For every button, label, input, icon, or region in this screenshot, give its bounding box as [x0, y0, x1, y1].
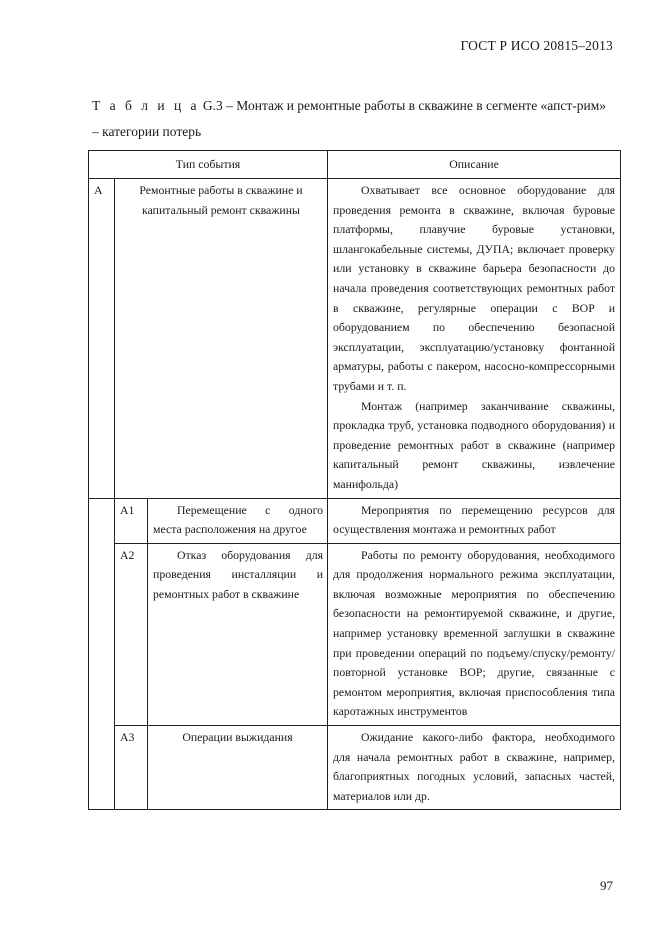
row-description: [328, 179, 621, 499]
table-row: [89, 726, 621, 810]
loss-categories-table: [88, 150, 621, 810]
column-header-description: Описание: [328, 151, 621, 179]
table-header-row: [89, 151, 621, 179]
description-paragraph: Ожидание какого-либо фактора, необходимого для начала ремонтных работ в скважине, например, благоприятных погодных условий, запасных частей, материалов или др.: [333, 730, 616, 803]
table-row: [89, 498, 621, 543]
description-paragraph: Мероприятия по перемещению ресурсов для осуществления монтажа и ремонтных работ: [333, 502, 616, 537]
description-paragraph: Работы по ремонту оборудования, необходимого для продолжения нормального режима эксплуатации, включая возможные мероприятия по обеспечению безопасности на ремонтируемой скважине, и другие, например установку временной заглушки в скважине при проведении операций по подъему/спуску/ремонту/повторной установке BOP; другие, связанные с ремонтом мероприятия, включая приспособления типа каротажных инструментов: [333, 547, 616, 719]
row-code: А3: [115, 726, 148, 810]
table-caption-label: Т а б л и ц а: [92, 98, 200, 113]
document-code: ГОСТ Р ИСО 20815–2013: [460, 38, 613, 53]
blank-cell: [89, 498, 115, 543]
page-number: 97: [600, 878, 613, 893]
row-description: [328, 498, 621, 543]
row-code: А1: [115, 498, 148, 543]
row-code: А: [89, 179, 115, 499]
table-row: [89, 543, 621, 725]
blank-cell: [89, 726, 115, 810]
row-event-type: Отказ оборудования для проведения инсталляции и ремонтных работ в скважине: [148, 543, 328, 725]
row-event-type: Ремонтные работы в скважине и капитальный ремонт скважины: [115, 179, 328, 499]
row-event-type: Операции выжидания: [148, 726, 328, 810]
row-event-type: Перемещение с одного места расположения на другое: [148, 498, 328, 543]
table-row: [89, 179, 621, 499]
column-header-event-type: Тип события: [89, 151, 328, 179]
table-caption-text: G.3 – Монтаж и ремонтные работы в скважине в сегменте «апст-рим» – категории потерь: [92, 98, 607, 139]
description-paragraph: Монтаж (например заканчивание скважины, прокладка труб, установка подводного оборудования) и проведение ремонтных работ в скважине (например капитальный ремонт скважины, извлечение манифольда): [333, 398, 616, 491]
table-caption: [92, 93, 612, 145]
description-paragraph: Охватывает все основное оборудование для проведения ремонта в скважине, включая буровые платформы, плавучие буровые установки, шлангокабельные системы, ДУПА; включает проверку или установку в скважине барьера безопасности до начала проведения соответствующих ремонтных работ в скважине, регулярные операции с BOP и оборудованием по обеспечению безопасной эксплуатации, эксплуатацию/установку фонтанной арматуры, работы с пакером, насосно-компрессорными трубами и т. п.: [333, 183, 616, 393]
row-description: [328, 543, 621, 725]
row-code: А2: [115, 543, 148, 725]
blank-cell: [89, 543, 115, 725]
row-description: [328, 726, 621, 810]
